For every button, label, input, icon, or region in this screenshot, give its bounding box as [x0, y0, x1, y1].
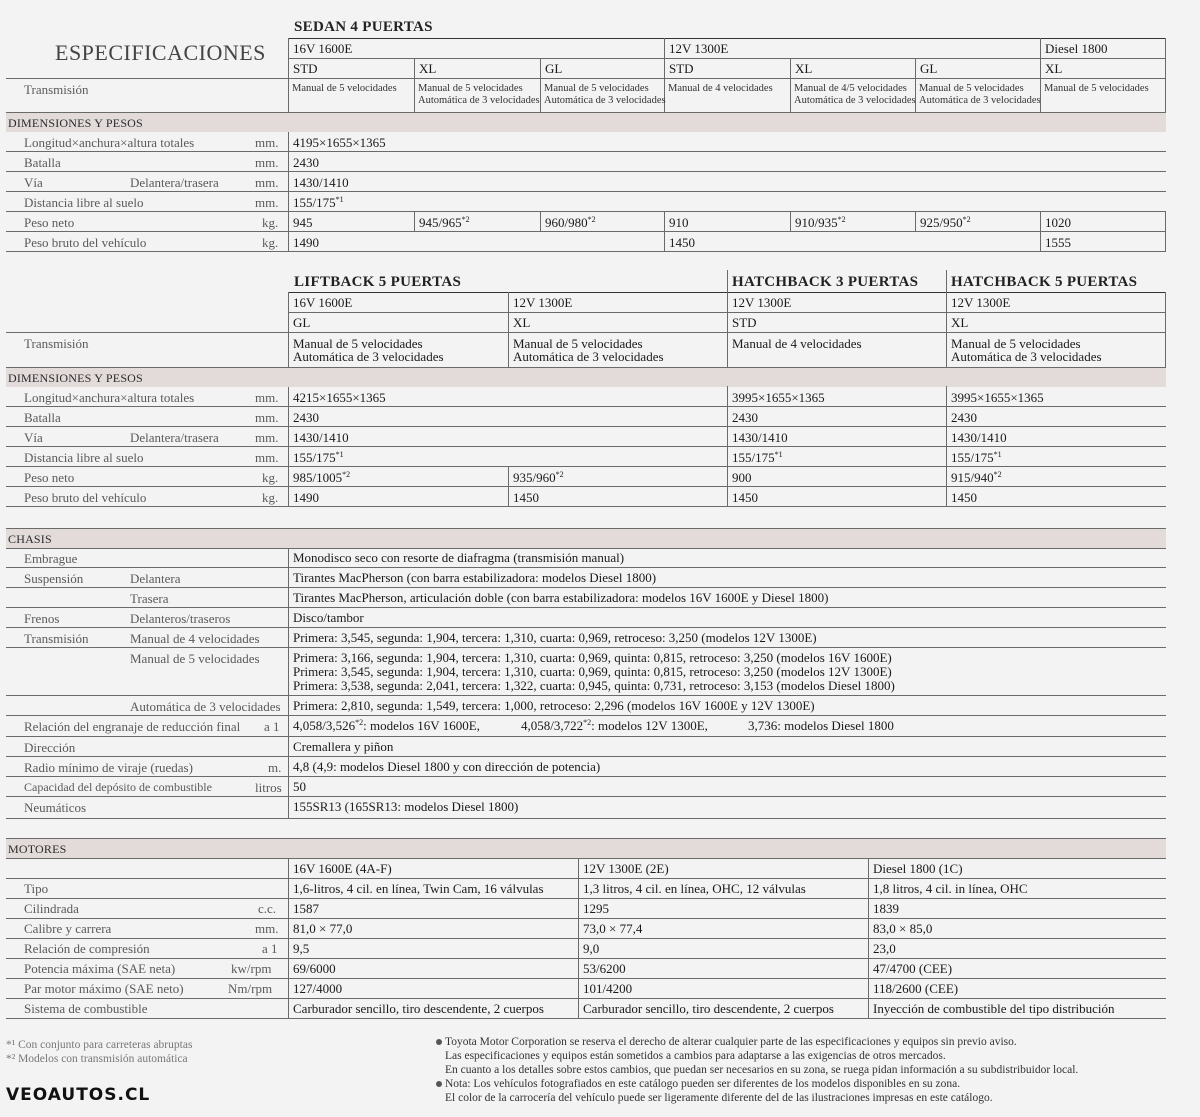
motor-value: 1,8 litros, 4 cil. in línea, OHC: [873, 881, 1028, 896]
pn: 935/960$^{*2}$: [513, 470, 564, 485]
liftback-engine: 16V 1600E: [293, 295, 353, 310]
notice-line: Toyota Motor Corporation se reserva el derecho de alterar cualquier parte de las especificaciones y equipos sin previo aviso.: [436, 1036, 1017, 1049]
row-unit: kg.: [262, 215, 279, 230]
sedan-dim-band-label: DIMENSIONES Y PESOS: [8, 116, 143, 130]
row-label: Distancia libre al suelo: [24, 195, 144, 210]
liftback-group-title: LIFTBACK 5 PUERTAS: [294, 274, 462, 290]
chasis-sublabel: Delanteros/traseros: [130, 611, 231, 626]
motor-engine: 16V 1600E (4A-F): [293, 861, 392, 876]
motor-value: 118/2600 (CEE): [873, 981, 959, 996]
motor-value: Carburador sencillo, tiro descendente, 2 cuerpos: [583, 1001, 834, 1016]
sedan-trans-cell: Manual de 4/5 velocidades: [794, 83, 907, 94]
motor-value: 1587: [293, 901, 319, 916]
pn: 915/940$^{*2}$: [951, 470, 1002, 485]
hatch3-group-title: HATCHBACK 3 PUERTAS: [732, 274, 919, 290]
chasis-value: Primera: 2,810, segunda: 1,549, tercera: 1,000, retroceso: 2,296 (modelos 16V 1600E y 12V 1300E): [293, 698, 815, 713]
sedan-trans-cell: Manual de 5 velocidades: [544, 83, 649, 94]
sedan-version: XL: [419, 61, 437, 76]
motor-engine: 12V 1300E (2E): [583, 861, 669, 876]
trans-cell: Manual de 4 velocidades: [732, 336, 862, 351]
sedan-pn: 910: [669, 215, 689, 230]
via: 1430/1410: [951, 430, 1007, 445]
row-unit: kg.: [262, 490, 279, 505]
sedan-lon: 4195×1655×1365: [293, 135, 386, 150]
motores-band-label: MOTORES: [8, 842, 67, 856]
chasis-band-label: CHASIS: [8, 532, 52, 546]
lon: 4215×1655×1365: [293, 390, 386, 405]
trans-cell: Manual de 5 velocidades: [513, 336, 643, 351]
sedan-pb: 1555: [1045, 235, 1071, 250]
row-unit: mm.: [255, 450, 279, 465]
sedan-dist: 155/175$^{*1}$: [293, 195, 344, 210]
dist: 155/175$^{*1}$: [732, 450, 783, 465]
chasis-value: Cremallera y piñon: [293, 739, 394, 754]
chasis-label: Capacidad del depósito de combustible: [24, 780, 212, 794]
notice-line: En cuanto a los detalles sobre estos cambios, que puedan ser necesarios en su zona, se ruega pidan información a su subdistribuidor local.: [445, 1064, 1079, 1076]
row-label: Peso neto: [24, 470, 75, 485]
row-label: Longitud×anchura×altura totales: [24, 390, 195, 405]
notice-line: Las especificaciones y equipos están sometidos a cambios para adaptarse a las exigencias de otros mercados.: [445, 1050, 946, 1062]
motor-value: Carburador sencillo, tiro descendente, 2 cuerpos: [293, 1001, 544, 1016]
sedan-bat: 2430: [293, 155, 319, 170]
chasis-label: Dirección: [24, 740, 76, 755]
second-dim-band: [6, 368, 1166, 387]
via: 1430/1410: [293, 430, 349, 445]
version: GL: [293, 315, 311, 330]
chasis-label: Relación del engranaje de reducción final: [24, 719, 241, 734]
motores-band: [6, 839, 1166, 858]
trans-cell: Automática de 3 velocidades: [951, 349, 1102, 364]
sedan-engine-1300: 12V 1300E: [669, 41, 729, 56]
row-unit: mm.: [255, 390, 279, 405]
sedan-version: GL: [545, 61, 563, 76]
hatch3-engine: 12V 1300E: [732, 295, 792, 310]
hatch5-engine: 12V 1300E: [951, 295, 1011, 310]
pb: 1450: [732, 490, 758, 505]
motor-label: Tipo: [24, 881, 49, 896]
chasis-label: Neumáticos: [24, 800, 87, 815]
trans-cell: Automática de 3 velocidades: [293, 349, 444, 364]
motor-value: 127/4000: [293, 981, 343, 996]
row-label: Batalla: [24, 410, 61, 425]
chasis-unit: m.: [268, 760, 282, 775]
sedan-trans-cell: Manual de 5 velocidades: [919, 83, 1024, 94]
motor-unit: c.c.: [258, 901, 277, 916]
chasis-value: 3,736: modelos Diesel 1800: [748, 718, 894, 733]
trans-cell: Manual de 5 velocidades: [293, 336, 423, 351]
notice-line: El color de la carrocería del vehículo puede ser ligeramente diferente del de las ilustraciones impresas en este catálogo.: [445, 1092, 993, 1104]
chasis-band: [6, 529, 1166, 548]
chasis-value: Primera: 3,166, segunda: 1,904, tercera: 1,310, cuarta: 0,969, quinta: 0,815, retroceso: 3,250 (modelos 16V 1600E): [293, 650, 892, 665]
via: 1430/1410: [732, 430, 788, 445]
footnote-2: *² Modelos con transmisión automática: [6, 1053, 188, 1065]
motor-value: 101/4200: [583, 981, 633, 996]
chasis-label: Radio mínimo de viraje (ruedas): [24, 760, 193, 775]
pb: 1490: [293, 490, 319, 505]
row-unit: mm.: [255, 175, 279, 190]
chasis-sublabel: Delantera: [130, 571, 181, 586]
chasis-value: Primera: 3,538, segunda: 2,041, tercera: 1,322, cuarta: 0,945, quinta: 0,731, retroceso: 3,153 (modelos Diesel 1800): [293, 678, 895, 693]
chasis-label: Transmisión: [24, 631, 89, 646]
bullet-icon: [436, 1039, 442, 1045]
sedan-trans-cell: Manual de 5 velocidades: [1044, 83, 1149, 94]
bullet-icon: [436, 1081, 442, 1087]
motor-unit: Nm/rpm: [228, 981, 273, 996]
sedan-trans-cell: Automática de 3 velocidades: [794, 95, 916, 106]
version: STD: [732, 315, 757, 330]
row-label: Vía: [24, 175, 43, 190]
sedan-pn: 910/935$^{*2}$: [795, 215, 846, 230]
motor-unit: mm.: [255, 921, 279, 936]
second-dim-band-label: DIMENSIONES Y PESOS: [8, 371, 143, 385]
motor-value: 47/4700 (CEE): [873, 961, 953, 976]
trans-cell: Automática de 3 velocidades: [513, 349, 664, 364]
motor-value: 81,0 × 77,0: [293, 921, 353, 936]
lon: 3995×1655×1365: [732, 390, 825, 405]
sedan-version: XL: [1045, 61, 1063, 76]
motor-label: Par motor máximo (SAE neto): [24, 981, 184, 996]
chasis-value: Disco/tambor: [293, 610, 364, 625]
chasis-unit: a 1: [264, 719, 280, 734]
trans-cell: Manual de 5 velocidades: [951, 336, 1081, 351]
sedan-group-title: SEDAN 4 PUERTAS: [294, 19, 433, 35]
chasis-sublabel: Automática de 3 velocidades: [130, 699, 281, 714]
chasis-sublabel: Manual de 5 velocidades: [130, 651, 260, 666]
motor-label: Relación de compresión: [24, 941, 150, 956]
motor-value: 1,3 litros, 4 cil. en línea, OHC, 12 válvulas: [583, 881, 806, 896]
motor-label: Calibre y carrera: [24, 921, 112, 936]
row-unit: kg.: [262, 470, 279, 485]
sedan-trans-cell: Manual de 4 velocidades: [668, 83, 773, 94]
chasis-value: Monodisco seco con resorte de diafragma (transmisión manual): [293, 550, 625, 565]
bat: 2430: [951, 410, 977, 425]
sedan-pn: 945/965$^{*2}$: [419, 215, 470, 230]
sedan-pn: 945: [293, 215, 313, 230]
bat: 2430: [732, 410, 758, 425]
sedan-pn: 960/980$^{*2}$: [545, 215, 596, 230]
sedan-pb: 1450: [669, 235, 695, 250]
sedan-trans-cell: Automática de 3 velocidades: [544, 95, 666, 106]
sedan-version: XL: [795, 61, 813, 76]
row-unit: mm.: [255, 430, 279, 445]
sedan-version: STD: [669, 61, 694, 76]
sedan-pn: 1020: [1045, 215, 1071, 230]
chasis-unit: litros: [255, 780, 282, 795]
liftback-engine: 12V 1300E: [513, 295, 573, 310]
row-label: Vía: [24, 430, 43, 445]
motor-value: 1839: [873, 901, 899, 916]
chasis-label: Frenos: [24, 611, 60, 626]
motor-value: 9,5: [293, 941, 310, 956]
chasis-sublabel: Trasera: [130, 591, 169, 606]
pn: 900: [732, 470, 752, 485]
row-unit: mm.: [255, 155, 279, 170]
chasis-value: 4,058/3,526$^{*2}$: modelos 16V 1600E,: [293, 718, 480, 733]
sedan-trans-cell: Automática de 3 velocidades: [919, 95, 1041, 106]
footnote-1: *¹ Con conjunto para carreteras abruptas: [6, 1039, 193, 1051]
chasis-value: Tirantes MacPherson (con barra estabilizadora: modelos Diesel 1800): [293, 570, 657, 585]
row-label: Longitud×anchura×altura totales: [24, 135, 195, 150]
trans-label: Transmisión: [24, 336, 89, 351]
sedan-version: STD: [293, 61, 318, 76]
chasis-label: Suspensión: [24, 571, 84, 586]
bat: 2430: [293, 410, 319, 425]
sedan-pn: 925/950$^{*2}$: [920, 215, 971, 230]
motor-value: 69/6000: [293, 961, 336, 976]
sedan-trans-cell: Manual de 5 velocidades: [418, 83, 523, 94]
chasis-value: 4,8 (4,9: modelos Diesel 1800 y con dirección de potencia): [293, 759, 601, 774]
chasis-value: 155SR13 (165SR13: modelos Diesel 1800): [293, 799, 519, 814]
motor-value: 23,0: [873, 941, 896, 956]
chasis-value: 50: [293, 779, 306, 794]
motor-label: Potencia máxima (SAE neta): [24, 961, 176, 976]
motor-label: Sistema de combustible: [24, 1001, 148, 1016]
sedan-trans-cell: Manual de 5 velocidades: [292, 83, 397, 94]
row-label: Batalla: [24, 155, 61, 170]
motor-unit: kw/rpm: [231, 961, 272, 976]
motor-value: Inyección de combustible del tipo distribución: [873, 1001, 1115, 1016]
sedan-engine-1600: 16V 1600E: [293, 41, 353, 56]
sedan-pb: 1490: [293, 235, 319, 250]
motor-label: Cilindrada: [24, 901, 79, 916]
motor-value: 53/6200: [583, 961, 626, 976]
row-unit: mm.: [255, 135, 279, 150]
motor-value: 1,6-litros, 4 cil. en línea, Twin Cam, 16 válvulas: [293, 881, 544, 896]
sedan-dim-band: [6, 113, 1166, 132]
hatch5-group-title: HATCHBACK 5 PUERTAS: [951, 274, 1138, 290]
pb: 1450: [513, 490, 539, 505]
pb: 1450: [951, 490, 977, 505]
motor-value: 1295: [583, 901, 609, 916]
dist: 155/175$^{*1}$: [951, 450, 1002, 465]
chasis-value: Tirantes MacPherson, articulación doble (con barra estabilizadora: modelos 16V 1600E y Diesel 1800): [293, 590, 829, 605]
version: XL: [951, 315, 969, 330]
sedan-trans-label: Transmisión: [24, 82, 89, 97]
row-unit: kg.: [262, 235, 279, 250]
sedan-via: 1430/1410: [293, 175, 349, 190]
motor-unit: a 1: [262, 941, 278, 956]
chasis-sublabel: Manual de 4 velocidades: [130, 631, 260, 646]
motor-value: 73,0 × 77,4: [583, 921, 643, 936]
sedan-trans-cell: Automática de 3 velocidades: [418, 95, 540, 106]
motor-engine: Diesel 1800 (1C): [873, 861, 963, 876]
row-label: Peso bruto del vehículo: [24, 235, 147, 250]
row-unit: mm.: [255, 195, 279, 210]
row-label: Distancia libre al suelo: [24, 450, 144, 465]
pn: 985/1005$^{*2}$: [293, 470, 351, 485]
row-unit: mm.: [255, 410, 279, 425]
chasis-value: 4,058/3,722$^{*2}$: modelos 12V 1300E,: [521, 718, 708, 733]
chasis-label: Embrague: [24, 551, 78, 566]
row-sublabel: Delantera/trasera: [130, 430, 219, 445]
sedan-engine-diesel: Diesel 1800: [1045, 41, 1108, 56]
chasis-value: Primera: 3,545, segunda: 1,904, tercera: 1,310, cuarta: 0,969, quinta: 0,815, retroceso: 3,250 (modelos 12V 1300E): [293, 664, 892, 679]
row-label: Peso neto: [24, 215, 75, 230]
dist: 155/175$^{*1}$: [293, 450, 344, 465]
version: XL: [513, 315, 531, 330]
motor-value: 9,0: [583, 941, 600, 956]
watermark-logo: VEOAUTOS.CL: [6, 1085, 151, 1105]
sedan-version: GL: [920, 61, 938, 76]
notice-line: Nota: Los vehículos fotografiados en este catálogo pueden ser diferentes de los modelos disponibles en su zona.: [436, 1078, 960, 1091]
chasis-value: Primera: 3,545, segunda: 1,904, tercera: 1,310, cuarta: 0,969, retroceso: 3,250 (modelos 12V 1300E): [293, 630, 817, 645]
lon: 3995×1655×1365: [951, 390, 1044, 405]
row-sublabel: Delantera/trasera: [130, 175, 219, 190]
row-label: Peso bruto del vehículo: [24, 490, 147, 505]
motor-value: 83,0 × 85,0: [873, 921, 933, 936]
page-title: ESPECIFICACIONES: [55, 40, 266, 65]
